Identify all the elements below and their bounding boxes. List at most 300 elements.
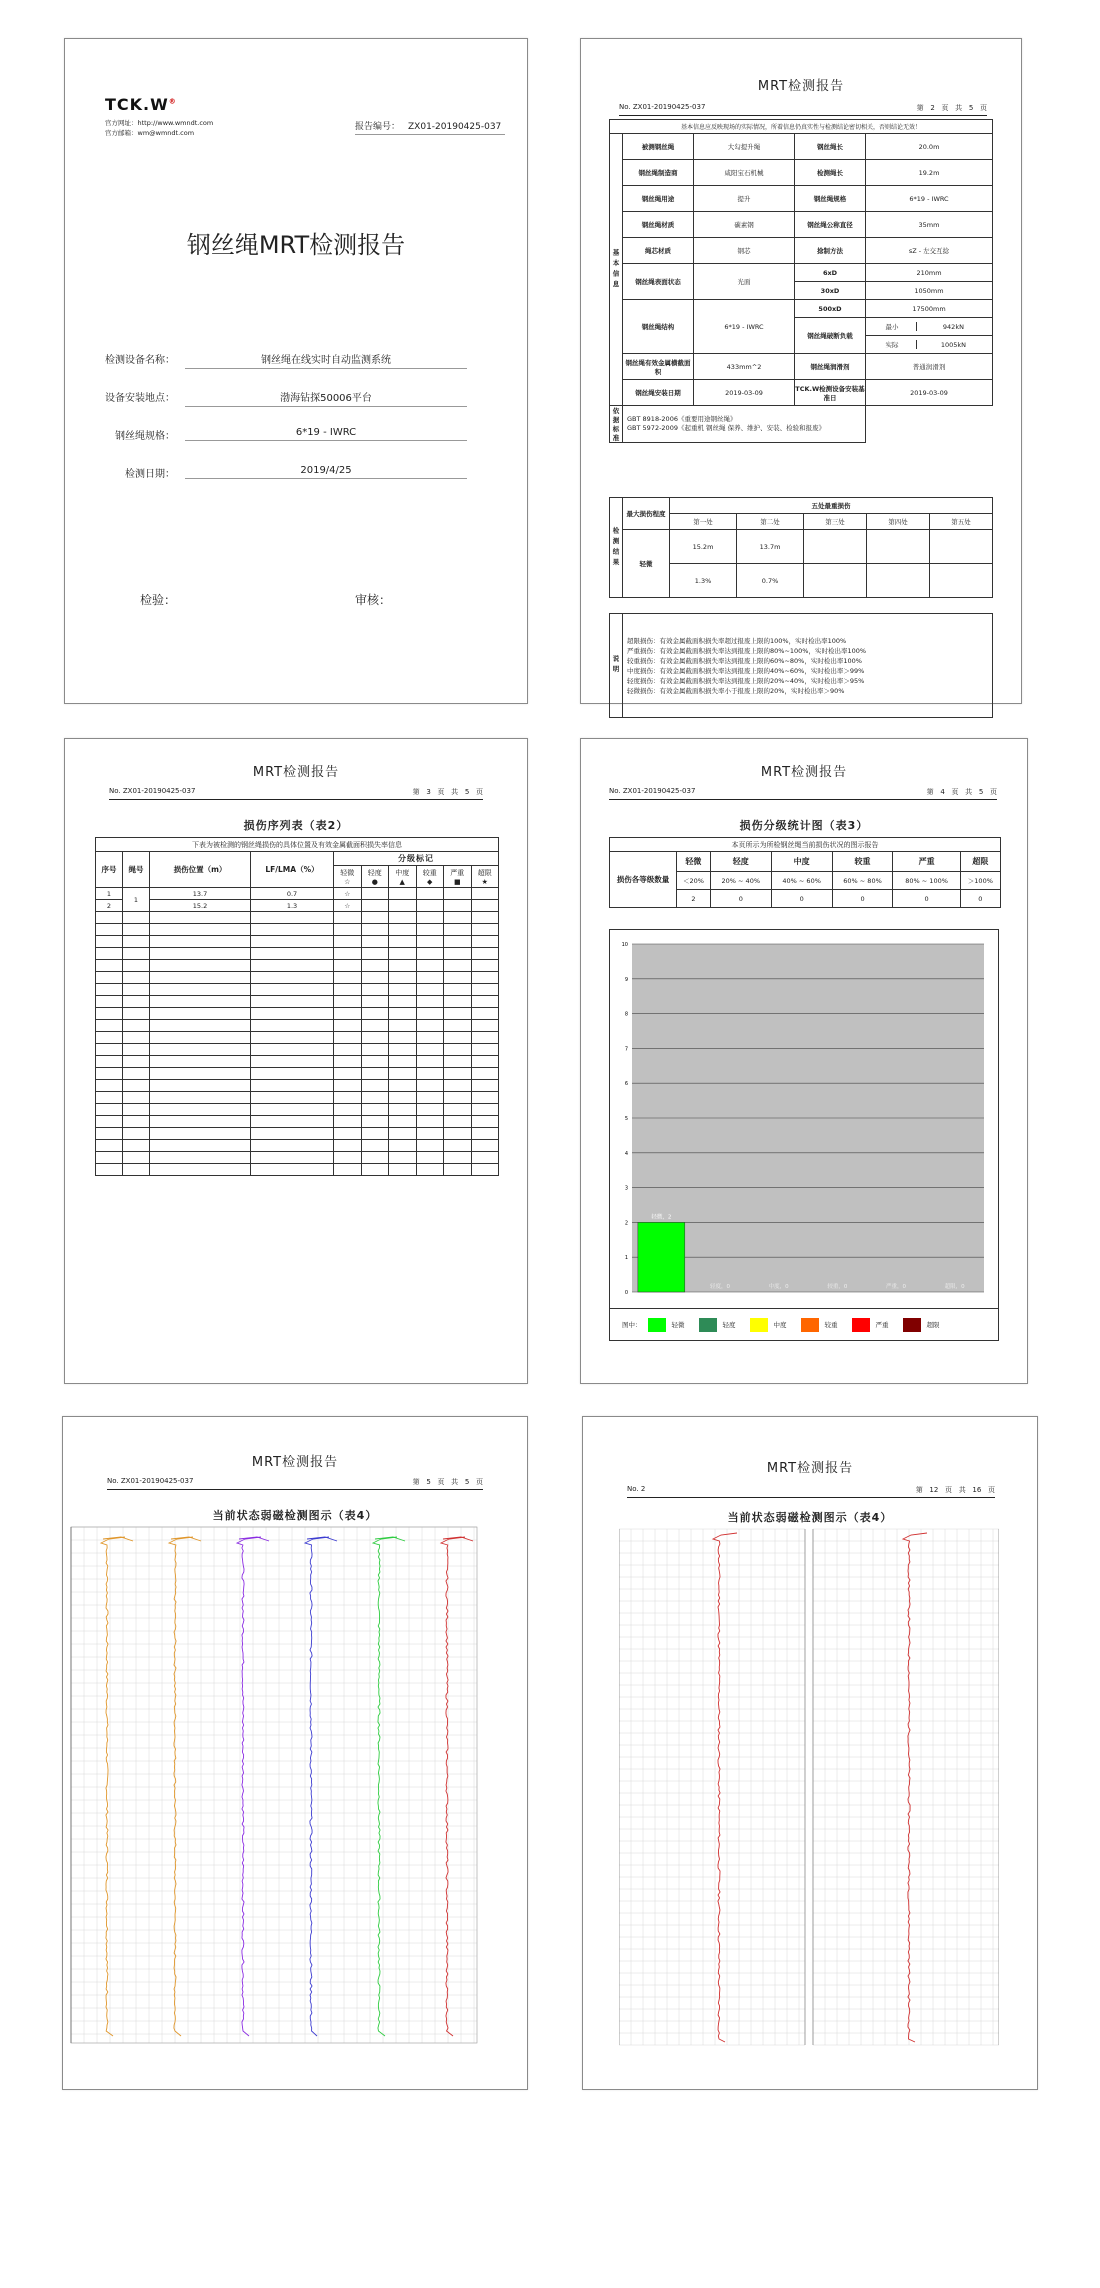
- company-contact: [105, 118, 213, 138]
- table-cell: [361, 1080, 389, 1092]
- table-cell: [361, 1152, 389, 1164]
- table-cell: [123, 1056, 150, 1068]
- table-cell: [444, 1152, 472, 1164]
- table-cell: [389, 948, 417, 960]
- table-cell: [361, 1140, 389, 1152]
- table-cell: [416, 1068, 444, 1080]
- table-cell: [334, 1092, 362, 1104]
- table-cell: [334, 1128, 362, 1140]
- table-cell: [389, 960, 417, 972]
- magnetic-trace-chart: [619, 1525, 999, 2049]
- table-cell: [361, 1164, 389, 1176]
- table-cell: 1.3: [251, 900, 334, 912]
- range-cell: 20% ~ 40%: [710, 872, 771, 890]
- value-cell: 17500mm: [866, 300, 993, 318]
- result-table: [609, 497, 993, 598]
- row-label: 损伤各等级数量: [610, 852, 677, 908]
- bar-data-label: 中度，0: [768, 1284, 789, 1290]
- table-cell: [334, 948, 362, 960]
- legend-swatch: [750, 1318, 768, 1332]
- range-cell: 40% ~ 60%: [771, 872, 832, 890]
- legend-label: 较重: [824, 1321, 838, 1329]
- magnetic-trace: [101, 1537, 125, 2036]
- table-subtitle: 损伤分级统计图（表3）: [739, 819, 869, 832]
- label-cell: 检测绳长: [795, 160, 866, 186]
- col-position: 损伤位置（m）: [150, 852, 251, 888]
- table-cell: [416, 960, 444, 972]
- table-cell: [123, 984, 150, 996]
- table-cell: [96, 1104, 123, 1116]
- y-tick-label: 2: [624, 1220, 628, 1227]
- table-cell: [334, 1104, 362, 1116]
- table-cell: [444, 1104, 472, 1116]
- table-cell: [123, 1152, 150, 1164]
- table-cell: [416, 972, 444, 984]
- table-cell: [96, 912, 123, 924]
- position-header: 第二处: [737, 514, 804, 530]
- table-cell: [96, 1044, 123, 1056]
- value-cell: [804, 530, 867, 564]
- severity-cell: 轻微: [623, 530, 670, 598]
- table-cell: [251, 1056, 334, 1068]
- label-cell: 钢丝绳表面状态: [623, 264, 694, 300]
- basis-cell: GBT 8918-2006《重要用途钢丝绳》 GBT 5972-2009《起重机 钢丝绳 保养、维护、安装、检验和报废》: [623, 406, 866, 443]
- label-cell: 钢丝绳结构: [623, 300, 694, 354]
- table-cell: [471, 1068, 499, 1080]
- bar-data-label: 轻微，2: [651, 1214, 672, 1221]
- table-cell: [471, 1032, 499, 1044]
- legend-swatch: [801, 1318, 819, 1332]
- trace-peak: [103, 1537, 133, 1541]
- table-cell: [444, 1128, 472, 1140]
- main-report-page: [580, 38, 1022, 704]
- table-row: [96, 1056, 499, 1068]
- table-cell: [334, 1020, 362, 1032]
- table-cell: [416, 924, 444, 936]
- value-cell: 6*19 - IWRC: [694, 300, 795, 354]
- table-cell: [416, 1056, 444, 1068]
- damage-list-table: [95, 837, 499, 1176]
- legend-title: 图中：: [622, 1321, 642, 1329]
- grade-bar-chart: [610, 930, 998, 1308]
- table-row: [96, 996, 499, 1008]
- table-cell: [471, 948, 499, 960]
- count-cell: 0: [960, 890, 1000, 908]
- table-cell: 1: [123, 888, 150, 912]
- table-cell: [361, 1056, 389, 1068]
- y-tick-label: 6: [624, 1081, 628, 1088]
- table-cell: [444, 924, 472, 936]
- table-cell: [444, 960, 472, 972]
- report-number: 报告编号： ZX01-20190425-037: [355, 119, 505, 135]
- table-cell: [150, 960, 251, 972]
- magnetic-trace: [169, 1537, 193, 2036]
- bar-data-label: 轻度，0: [710, 1284, 730, 1290]
- table-cell: [251, 912, 334, 924]
- magnetic-trace: [441, 1537, 465, 2036]
- table-subtitle: 当前状态弱磁检测图示（表4）: [212, 1509, 378, 1522]
- grade-header: 超限 ★: [471, 866, 499, 888]
- table-cell: [251, 1032, 334, 1044]
- table-row: [96, 984, 499, 996]
- label-cell: 钢丝绳材质: [623, 212, 694, 238]
- table-row: [96, 1068, 499, 1080]
- table-cell: [123, 948, 150, 960]
- col-grade: 分级标记: [334, 852, 499, 866]
- label-cell: 钢丝绳安装日期: [623, 380, 694, 406]
- label-cell: 最大损伤程度: [623, 498, 670, 530]
- level-header: 较重: [832, 852, 893, 872]
- table-cell: [123, 1092, 150, 1104]
- table-cell: [361, 948, 389, 960]
- side-result-label: 检测结果: [610, 498, 623, 598]
- table-cell: [251, 1068, 334, 1080]
- table-cell: [471, 960, 499, 972]
- label-cell: 捻制方法: [795, 238, 866, 264]
- page-number-line: No. ZX01-20190425-037 第 3 页 共 5 页: [109, 787, 483, 800]
- table-cell: [444, 912, 472, 924]
- value-cell: 210mm: [866, 264, 993, 282]
- table-cell: [389, 1032, 417, 1044]
- table-cell: [471, 1056, 499, 1068]
- table-cell: [389, 1080, 417, 1092]
- damage-list-page: [64, 738, 528, 1384]
- value-cell: 1.3%: [670, 564, 737, 598]
- table-cell: [471, 1008, 499, 1020]
- table-cell: [334, 984, 362, 996]
- notes-table: [609, 613, 993, 718]
- page-title: MRT检测报告: [766, 1461, 854, 1476]
- break-actual-cell: 实际 1005kN: [866, 336, 993, 354]
- table-cell: [361, 924, 389, 936]
- bar-data-label: 超限，0: [944, 1284, 965, 1290]
- table-row: [96, 1008, 499, 1020]
- table-cell: ☆: [334, 900, 362, 912]
- table-cell: [361, 1104, 389, 1116]
- range-cell: ＜20%: [677, 872, 711, 890]
- table-cell: [416, 1116, 444, 1128]
- level-header: 中度: [771, 852, 832, 872]
- level-header: 轻微: [677, 852, 711, 872]
- table-cell: [96, 1140, 123, 1152]
- table-cell: [361, 984, 389, 996]
- table-cell: [444, 984, 472, 996]
- table-cell: [251, 960, 334, 972]
- table-cell: [123, 1116, 150, 1128]
- table-cell: [471, 1092, 499, 1104]
- value-cell: 2019-03-09: [694, 380, 795, 406]
- table-cell: 2: [96, 900, 123, 912]
- legend-swatch: [903, 1318, 921, 1332]
- table-cell: [334, 1044, 362, 1056]
- table-cell: [444, 1140, 472, 1152]
- table-cell: [150, 948, 251, 960]
- notes-cell: 超限损伤：有效金属截面积损失率超过报废上限的100%，实时检出率100% 严重损伤：有效金属截面积损失率达到报废上限的80%~100%，实时检出率100% 较重损伤：有效金属截面积损失率达到报废上限的60%~80%，实时检出率100% 中度损伤：有效金属截面积损失率达到报废上限的40%~60%，实时检出率＞99% 轻度损伤：有效金属截面积损失率达到报废上限的20%~40%，实时检出率＞95% 轻微损伤：有效金属截面积损失率小于报废上限的20%，实时检出率＞90%: [623, 614, 993, 718]
- label-cell: 6xD: [795, 264, 866, 282]
- website-text: 官方网址：http://www.wmndt.com: [105, 119, 214, 127]
- legend-swatch: [699, 1318, 717, 1332]
- table-cell: [444, 900, 472, 912]
- table-cell: [389, 1008, 417, 1020]
- page-title: MRT检测报告: [760, 765, 848, 780]
- value-cell: 20.0m: [866, 134, 993, 160]
- table-cell: [123, 996, 150, 1008]
- table-cell: [150, 1044, 251, 1056]
- table-cell: [416, 1008, 444, 1020]
- y-tick-label: 1: [624, 1255, 628, 1262]
- table-cell: [251, 924, 334, 936]
- value-cell: [930, 564, 993, 598]
- value-cell: [867, 530, 930, 564]
- table-cell: [389, 1152, 417, 1164]
- note-top: 基本信息应反映现场的实际情况，所着信息仍真实性与检测结论密切相关，否则结论无效！: [610, 120, 993, 134]
- table-cell: [123, 1068, 150, 1080]
- table-cell: [251, 972, 334, 984]
- page-number-line: No. 2 第 12 页 共 16 页: [627, 1485, 995, 1498]
- col-rope: 绳号: [123, 852, 150, 888]
- table-cell: [416, 888, 444, 900]
- position-header: 第一处: [670, 514, 737, 530]
- table-cell: [150, 936, 251, 948]
- magnetic-trace-page: [62, 1416, 528, 2090]
- table-row: [96, 888, 499, 900]
- legend-label: 轻度: [722, 1321, 736, 1329]
- table-cell: [416, 900, 444, 912]
- label-cell: 五处最重损伤: [670, 498, 993, 514]
- page-title: MRT检测报告: [252, 765, 340, 780]
- table-cell: [150, 1056, 251, 1068]
- table-cell: [389, 984, 417, 996]
- y-tick-label: 9: [624, 976, 628, 983]
- table-cell: [150, 1164, 251, 1176]
- table-cell: [389, 1128, 417, 1140]
- table-cell: [150, 912, 251, 924]
- table-cell: [444, 888, 472, 900]
- table-cell: [150, 1152, 251, 1164]
- table-cell: [471, 1128, 499, 1140]
- table-cell: [334, 1116, 362, 1128]
- table-cell: [471, 1116, 499, 1128]
- table-row: [96, 1116, 499, 1128]
- table-cell: [361, 960, 389, 972]
- table-cell: [150, 996, 251, 1008]
- break-min-cell: 最小 942kN: [866, 318, 993, 336]
- trace-grid: [813, 1529, 999, 2045]
- count-cell: 0: [771, 890, 832, 908]
- table-cell: [361, 1128, 389, 1140]
- magnetic-trace: [903, 1533, 927, 2042]
- table-cell: [389, 900, 417, 912]
- table-row: [96, 1020, 499, 1032]
- level-header: 严重: [893, 852, 960, 872]
- table-cell: [123, 960, 150, 972]
- table-cell: [96, 1128, 123, 1140]
- trace-grid: [71, 1527, 477, 2043]
- table-cell: 0.7: [251, 888, 334, 900]
- y-tick-label: 0: [624, 1290, 628, 1296]
- grade-header: 较重 ◆: [416, 866, 444, 888]
- company-logo: TCK.W®: [105, 95, 177, 114]
- table-cell: [389, 1092, 417, 1104]
- table-cell: [416, 1020, 444, 1032]
- label-cell: 钢丝绳规格: [795, 186, 866, 212]
- value-cell: sZ - 左交互捻: [866, 238, 993, 264]
- trace-peak: [239, 1537, 269, 1541]
- table-cell: [96, 1008, 123, 1020]
- value-cell: 提升: [694, 186, 795, 212]
- table-cell: [334, 924, 362, 936]
- table-cell: [471, 1080, 499, 1092]
- table-cell: [389, 1116, 417, 1128]
- table-row: [96, 1032, 499, 1044]
- table-row: [96, 1080, 499, 1092]
- basic-info-table: [609, 119, 993, 443]
- table-cell: [251, 996, 334, 1008]
- label-cell: 钢丝绳有效金属横截面积: [623, 354, 694, 380]
- table-cell: [444, 1164, 472, 1176]
- value-cell: 碳素钢: [694, 212, 795, 238]
- table-cell: [361, 996, 389, 1008]
- table-cell: [251, 1116, 334, 1128]
- table-cell: [96, 960, 123, 972]
- table-subtitle: 损伤序列表（表2）: [243, 819, 349, 832]
- table-row: [96, 1152, 499, 1164]
- table-cell: [123, 924, 150, 936]
- trace-peak: [443, 1537, 473, 1541]
- table-cell: [444, 1020, 472, 1032]
- table-cell: [361, 1092, 389, 1104]
- table-cell: [416, 1080, 444, 1092]
- label-cell: 绳芯材质: [623, 238, 694, 264]
- level-header: 轻度: [710, 852, 771, 872]
- table-row: [96, 960, 499, 972]
- table-cell: [471, 996, 499, 1008]
- value-cell: [930, 530, 993, 564]
- table-cell: [123, 1164, 150, 1176]
- table-row: [96, 900, 499, 912]
- position-header: 第四处: [867, 514, 930, 530]
- email-text: 官方邮箱：wm@wmndt.com: [105, 129, 195, 137]
- label-cell: 30xD: [795, 282, 866, 300]
- table-cell: [123, 972, 150, 984]
- table-cell: [361, 1032, 389, 1044]
- table-cell: [96, 1068, 123, 1080]
- statistics-page: [580, 738, 1028, 1384]
- bar-data-label: 严重，0: [886, 1284, 906, 1290]
- table-cell: [361, 912, 389, 924]
- value-cell: 6*19 - IWRC: [866, 186, 993, 212]
- reviewer-label: 审核：: [355, 593, 392, 607]
- value-cell: 0.7%: [737, 564, 804, 598]
- range-cell: ＞100%: [960, 872, 1000, 890]
- table-cell: [150, 1032, 251, 1044]
- table-cell: [361, 1020, 389, 1032]
- table-cell: [444, 972, 472, 984]
- table-row: [96, 936, 499, 948]
- table-cell: 1: [96, 888, 123, 900]
- count-cell: 2: [677, 890, 711, 908]
- grade-count-table: [609, 837, 1001, 908]
- label-cell: 钢丝绳润滑剂: [795, 354, 866, 380]
- table-cell: [389, 1044, 417, 1056]
- table-cell: [150, 1128, 251, 1140]
- table-cell: [444, 1032, 472, 1044]
- count-cell: 0: [710, 890, 771, 908]
- table-cell: [389, 1164, 417, 1176]
- table-cell: [416, 912, 444, 924]
- value-cell: 433mm^2: [694, 354, 795, 380]
- label-cell: 钢丝绳用途: [623, 186, 694, 212]
- table-cell: [251, 984, 334, 996]
- legend-label: 轻微: [671, 1321, 685, 1329]
- table-cell: [123, 1128, 150, 1140]
- table-cell: [123, 1080, 150, 1092]
- table-cell: [361, 972, 389, 984]
- table-row: [96, 972, 499, 984]
- table-cell: [96, 1080, 123, 1092]
- table-cell: [150, 984, 251, 996]
- table-cell: [251, 1044, 334, 1056]
- table-caption: 本页所示为所检钢丝绳当前损伤状况的图示报告: [610, 838, 1001, 852]
- table-cell: [123, 1008, 150, 1020]
- table-cell: [150, 1080, 251, 1092]
- grade-header: 严重 ■: [444, 866, 472, 888]
- table-cell: [416, 1044, 444, 1056]
- table-cell: [471, 1020, 499, 1032]
- chart-legend: [609, 1309, 999, 1341]
- label-cell: 钢丝绳长: [795, 134, 866, 160]
- table-cell: [389, 924, 417, 936]
- inspector-label: 检验：: [140, 593, 177, 607]
- y-tick-label: 7: [624, 1046, 628, 1053]
- table-cell: [96, 924, 123, 936]
- table-cell: ☆: [334, 888, 362, 900]
- table-cell: [444, 1008, 472, 1020]
- value-cell: 15.2m: [670, 530, 737, 564]
- y-tick-label: 3: [624, 1185, 628, 1192]
- table-cell: [334, 1164, 362, 1176]
- table-cell: [444, 1116, 472, 1128]
- value-cell: 19.2m: [866, 160, 993, 186]
- y-tick-label: 10: [621, 942, 628, 948]
- table-row: [96, 912, 499, 924]
- legend-label: 中度: [773, 1321, 787, 1329]
- table-cell: [361, 1116, 389, 1128]
- count-cell: 0: [832, 890, 893, 908]
- table-cell: [96, 972, 123, 984]
- table-cell: [471, 888, 499, 900]
- table-cell: [334, 1032, 362, 1044]
- table-cell: [334, 936, 362, 948]
- label-cell: 被测钢丝绳: [623, 134, 694, 160]
- table-cell: [334, 1152, 362, 1164]
- table-row: [96, 1092, 499, 1104]
- table-cell: [416, 936, 444, 948]
- bar-data-label: 较重，0: [827, 1284, 848, 1290]
- table-cell: [150, 1104, 251, 1116]
- table-cell: [444, 1056, 472, 1068]
- table-cell: [389, 912, 417, 924]
- position-header: 第三处: [804, 514, 867, 530]
- table-cell: [471, 1104, 499, 1116]
- table-cell: [251, 1008, 334, 1020]
- table-cell: [471, 972, 499, 984]
- y-tick-label: 8: [624, 1011, 628, 1018]
- value-cell: 2019-03-09: [866, 380, 993, 406]
- table-row: [96, 948, 499, 960]
- table-caption: 下表为被检测的钢丝绳损伤的具体位置及有效金属截面积损失率信息: [96, 838, 499, 852]
- table-cell: [471, 912, 499, 924]
